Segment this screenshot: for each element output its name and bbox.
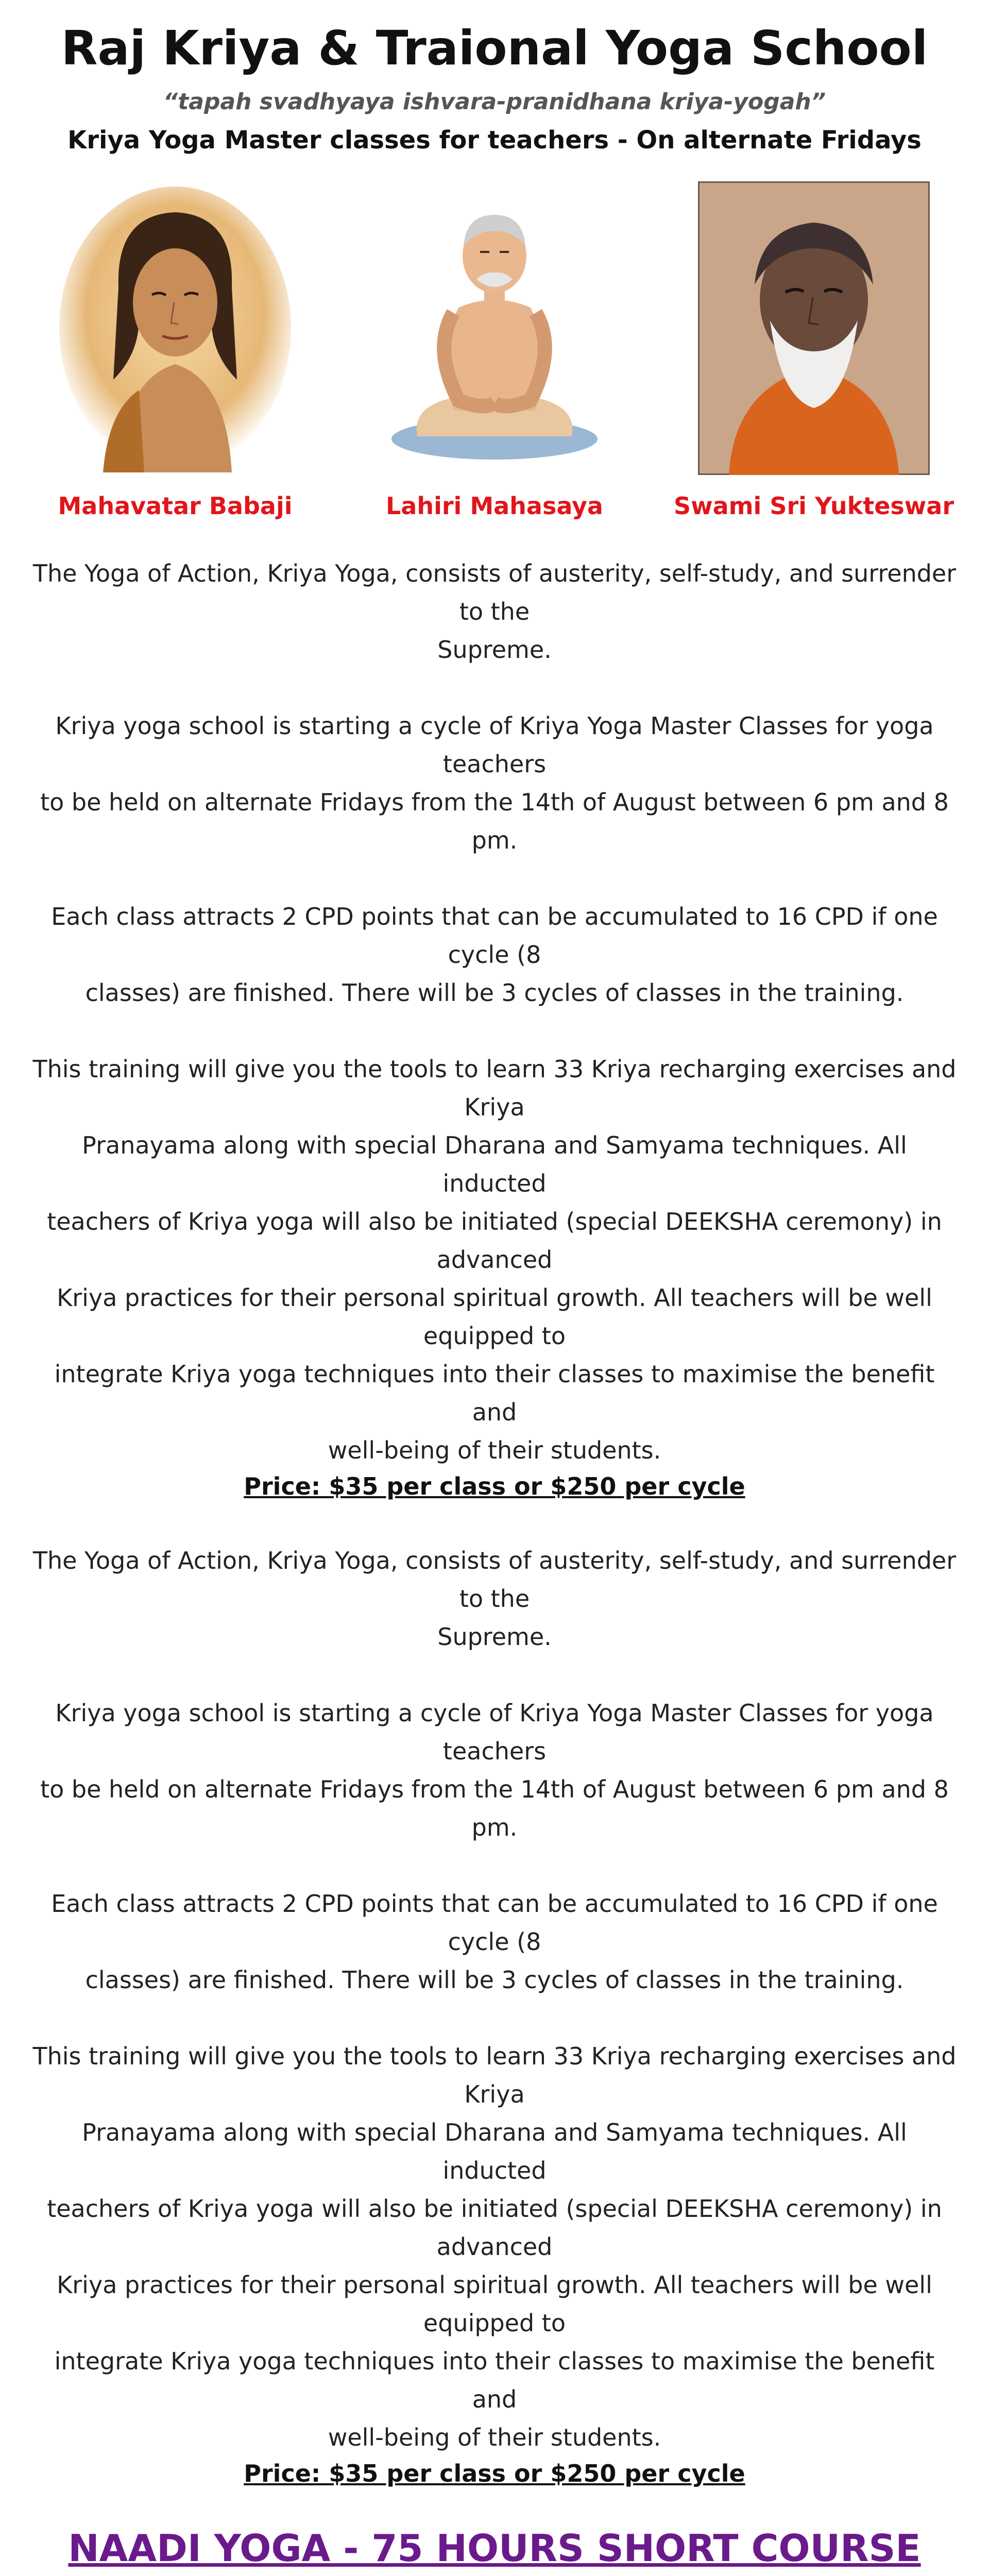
guru-name: Swami Sri Yukteswar — [673, 492, 954, 520]
babaji-portrait — [57, 184, 294, 472]
guru-yukteswar — [670, 181, 958, 521]
text-line: Each class attracts 2 CPD points that can be accumulated to 16 CPD if one cycle (8 — [51, 903, 938, 969]
text-line: to be held on alternate Fridays from the 14th of August between 6 pm and 8 pm. — [40, 788, 949, 854]
guru-name: Mahavatar Babaji — [58, 492, 293, 520]
text-line: well-being of their students. — [328, 2424, 661, 2451]
text-line: teachers of Kriya yoga will also be initiated (special DEEKSHA ceremony) in advanced — [47, 2195, 942, 2261]
text-line: The Yoga of Action, Kriya Yoga, consists of austerity, self-study, and surrender to the — [32, 1547, 957, 1613]
motto: “tapah svadhyaya ishvara-pranidhana kriya-yogah” — [163, 89, 826, 115]
text-line: to be held on alternate Fridays from the 14th of August between 6 pm and 8 pm. — [40, 1775, 949, 1841]
page-title: Raj Kriya & Traional Yoga School — [61, 21, 928, 76]
guru-babaji — [31, 181, 319, 521]
text-line: Pranayama along with special Dharana and Samyama techniques. All inducted — [82, 1131, 907, 1197]
text-line: The Yoga of Action, Kriya Yoga, consists of austerity, self-study, and surrender to the — [32, 560, 957, 625]
paragraph — [31, 1694, 958, 1846]
text-line: well-being of their students. — [328, 1436, 661, 1464]
text-line: teachers of Kriya yoga will also be initiated (special DEEKSHA ceremony) in advanced — [47, 1208, 942, 1274]
price-text: Price: $35 per class or $250 per cycle — [244, 2460, 745, 2487]
text-line: Pranayama along with special Dharana and Samyama techniques. All inducted — [82, 2119, 907, 2184]
class-subheading: Kriya Yoga Master classes for teachers - On alternate Fridays — [67, 126, 922, 155]
paragraph — [31, 1541, 958, 1656]
text-line: Each class attracts 2 CPD points that can be accumulated to 16 CPD if one cycle (8 — [51, 1890, 938, 1956]
naadi-heading: NAADI YOGA - 75 HOURS SHORT COURSE — [68, 2527, 921, 2570]
text-line: Supreme. — [437, 1623, 552, 1651]
text-line: This training will give you the tools to learn 33 Kriya recharging exercises and Kriya — [32, 2042, 957, 2108]
paragraph — [31, 897, 958, 1012]
paragraph — [31, 554, 958, 669]
text-line: integrate Kriya yoga techniques into their classes to maximise the benefit and — [54, 2347, 935, 2413]
text-line: Kriya practices for their personal spiritual growth. All teachers will be well equipped to — [57, 1284, 932, 1350]
guru-lahiri — [350, 181, 639, 521]
yukteswar-portrait — [698, 181, 930, 475]
intro-section-2 — [0, 1541, 989, 2490]
paragraph — [31, 1885, 958, 1999]
price-text: Price: $35 per class or $250 per cycle — [244, 1472, 745, 1500]
paragraph — [31, 2037, 958, 2456]
paragraph — [31, 707, 958, 859]
text-line: Kriya yoga school is starting a cycle of Kriya Yoga Master Classes for yoga teachers — [55, 712, 934, 778]
guru-name: Lahiri Mahasaya — [386, 492, 603, 520]
text-line: This training will give you the tools to learn 33 Kriya recharging exercises and Kriya — [32, 1055, 957, 1121]
gurus-row — [0, 181, 989, 521]
text-line: integrate Kriya yoga techniques into their classes to maximise the benefit and — [54, 1360, 935, 1426]
intro-section-1 — [0, 554, 989, 1503]
lahiri-portrait — [381, 194, 608, 462]
text-line: classes) are finished. There will be 3 cycles of classes in the training. — [85, 1966, 904, 1994]
text-line: classes) are finished. There will be 3 cycles of classes in the training. — [85, 979, 904, 1007]
text-line: Supreme. — [437, 636, 552, 664]
text-line: Kriya yoga school is starting a cycle of Kriya Yoga Master Classes for yoga teachers — [55, 1699, 934, 1765]
paragraph — [31, 1050, 958, 1469]
text-line: Kriya practices for their personal spiritual growth. All teachers will be well equipped to — [57, 2271, 932, 2337]
